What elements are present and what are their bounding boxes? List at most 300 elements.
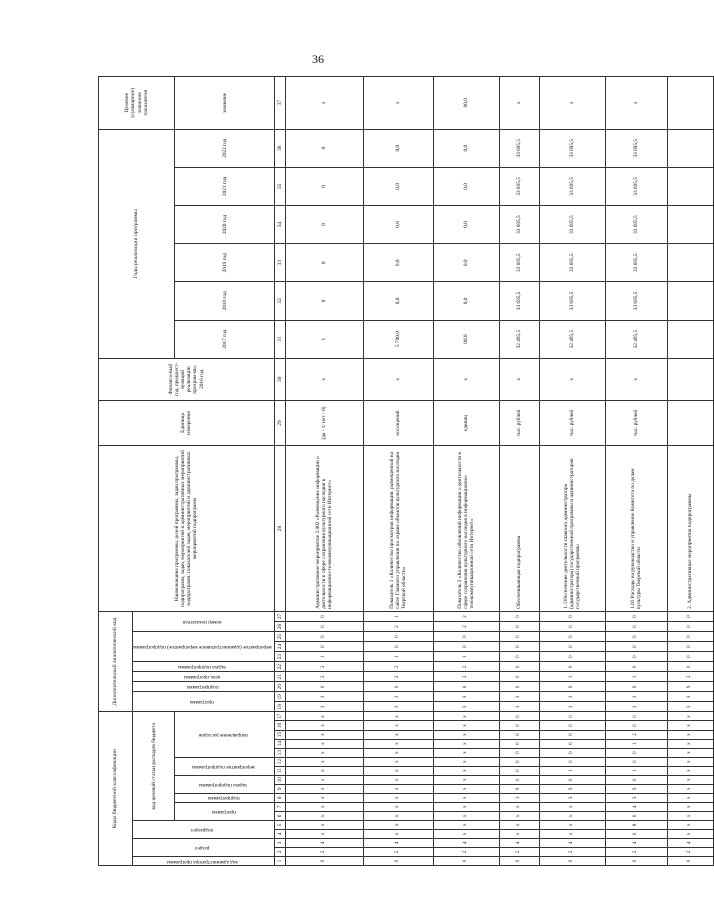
code-cell	[539, 672, 605, 682]
code-cell	[605, 682, 667, 692]
code-cell	[499, 766, 539, 775]
code-cell-text: 4	[463, 841, 469, 845]
column-number	[274, 757, 285, 766]
code-cell-text: 0	[516, 778, 522, 781]
code-cell-text: х	[395, 742, 401, 745]
row-year-value	[667, 167, 713, 205]
code-cell	[667, 642, 713, 652]
code-cell	[539, 856, 605, 865]
row-year-value-text: 33 695,5	[569, 215, 576, 234]
code-cell	[499, 632, 539, 642]
code-cell-text: 2	[321, 665, 327, 668]
row-unit	[539, 400, 605, 445]
code-cell	[285, 632, 363, 642]
row-year-value	[539, 282, 605, 320]
row-year-value	[285, 167, 363, 205]
code-cell-text: х	[687, 778, 693, 781]
row-name-text: Показатель 1 «Количество просмотров информации, размещенной на сайте Главного управления по охране объектов культурного наследия Тверской области»	[389, 452, 408, 609]
code-cell-text: 1	[569, 675, 575, 679]
code-cell-text: 1	[463, 655, 469, 658]
code-cell-text: х	[463, 823, 469, 827]
code-cell-text: х	[569, 823, 575, 827]
code-cell-text: х	[395, 751, 401, 754]
code-cell	[433, 739, 499, 748]
row-base-year-value	[605, 358, 667, 400]
row-unit	[499, 400, 539, 445]
column-number-text: 31	[276, 336, 283, 342]
row-year-value	[605, 282, 667, 320]
row-base-year-value-text: х	[463, 377, 470, 381]
code-cell-text: 3	[463, 705, 469, 709]
code-cell-text: х	[395, 787, 401, 790]
code-cell	[499, 838, 539, 847]
year-header-2021	[175, 167, 275, 205]
row-unit-text: тыс. рублей	[516, 409, 523, 437]
kbk-col-section-text: раздел	[195, 845, 210, 852]
code-cell	[433, 622, 499, 632]
kbk-col-task	[175, 775, 275, 793]
row-unit-text: посещений	[395, 410, 402, 436]
row-year-value	[363, 129, 433, 167]
column-number-text: 17	[276, 713, 283, 720]
code-cell	[667, 775, 713, 784]
code-cell-text: 0	[395, 635, 401, 638]
row-year-value	[433, 129, 499, 167]
row-year-value-text: 33 695,5	[516, 138, 523, 158]
column-number-text: 2	[276, 850, 283, 854]
row-year-value	[605, 244, 667, 282]
code-cell-text: х	[516, 814, 522, 818]
code-cell-text: х	[395, 769, 401, 772]
code-cell	[539, 712, 605, 721]
year-header-2020-text: 2020 год	[221, 215, 228, 235]
row-base-year-value	[667, 358, 713, 400]
row-year-value	[433, 244, 499, 282]
code-cell	[499, 793, 539, 802]
code-cell	[605, 739, 667, 748]
code-cell-text: 9	[633, 787, 639, 790]
row-year-value-text: 33 695,5	[633, 215, 640, 234]
code-cell-text: 1	[395, 655, 401, 658]
code-cell-text: х	[395, 805, 401, 809]
code-cell-text: 2	[395, 665, 401, 668]
code-cell-text: 4	[633, 805, 639, 809]
code-cell	[605, 632, 667, 642]
row-year-value	[285, 244, 363, 282]
dop-col-activity	[133, 632, 275, 662]
code-cell-text: 0	[516, 859, 522, 863]
code-cell	[667, 692, 713, 702]
code-cell	[539, 838, 605, 847]
code-cell	[363, 766, 433, 775]
code-cell	[605, 793, 667, 802]
column-number	[274, 784, 285, 793]
kbk-col-admin-code-text: код администратора программы	[167, 858, 238, 865]
row-year-value-text: 0,0	[395, 297, 402, 305]
code-cell	[605, 652, 667, 662]
row-name	[605, 446, 667, 612]
code-cell	[363, 721, 433, 730]
code-cell-text: 0	[633, 751, 639, 754]
code-cell-text: 2	[463, 615, 469, 618]
code-cell	[499, 642, 539, 652]
code-cell-text: 0	[687, 645, 693, 648]
code-cell	[605, 730, 667, 739]
row-base-year-value-text: х	[395, 377, 402, 381]
program-years-header-text: Годы реализации программы	[133, 209, 140, 279]
code-cell	[539, 730, 605, 739]
column-number-text: 37	[276, 100, 283, 106]
column-number-text: 34	[276, 221, 283, 228]
column-number	[274, 793, 285, 802]
row-year-value-text: 33 695,5	[516, 291, 523, 311]
code-cell	[433, 672, 499, 682]
code-cell-text: х	[463, 787, 469, 790]
code-cell	[605, 811, 667, 820]
code-cell	[667, 802, 713, 811]
code-cell-text: 0	[687, 635, 693, 638]
code-cell-text: 3	[633, 796, 639, 800]
code-cell	[605, 775, 667, 784]
code-cell	[499, 611, 539, 621]
column-number-text: 27	[276, 613, 283, 620]
row-target-value-text: х	[321, 101, 328, 105]
code-cell	[499, 672, 539, 682]
row-year-value-text: 0	[321, 185, 328, 188]
code-cell-text: 0	[516, 751, 522, 754]
row-target-value	[605, 77, 667, 130]
row-year-value-text: 0	[321, 261, 328, 265]
code-cell-text: х	[569, 805, 575, 809]
code-cell-text: 0	[633, 645, 639, 648]
column-number-text: 3	[276, 841, 283, 845]
row-year-value	[539, 206, 605, 244]
code-cell-text: х	[463, 805, 469, 809]
code-cell	[667, 712, 713, 721]
code-cell-text: 0	[463, 645, 469, 648]
row-name	[433, 446, 499, 612]
column-number	[274, 611, 285, 621]
code-cell-text: х	[321, 823, 327, 827]
row-unit	[285, 400, 363, 445]
code-cell-text: х	[687, 751, 693, 754]
table-row	[539, 77, 605, 866]
base-year-column-header	[99, 358, 275, 400]
code-cell-text: 2	[463, 850, 469, 854]
code-cell-text: 3	[569, 705, 575, 709]
row-year-value	[539, 320, 605, 358]
row-target-value-text: х	[569, 101, 576, 105]
kbk-col-expense-direction	[175, 712, 275, 757]
code-cell	[363, 856, 433, 865]
code-cell-text: 0	[569, 625, 575, 628]
column-number-text: 1	[276, 859, 283, 863]
code-cell-text: 0	[321, 859, 327, 863]
code-cell	[363, 784, 433, 793]
code-cell	[539, 739, 605, 748]
code-cell-text: 2	[633, 850, 639, 854]
kbk-col-expense-direction-text: направление расходов	[199, 732, 248, 739]
row-year-value	[433, 167, 499, 205]
code-cell-text: 0	[569, 645, 575, 648]
code-cell-text: 1	[395, 615, 401, 618]
code-cell	[539, 682, 605, 692]
table-row	[667, 77, 713, 866]
code-cell	[539, 757, 605, 766]
code-cell	[667, 672, 713, 682]
code-cell	[285, 775, 363, 784]
column-number-text: 6	[276, 814, 283, 818]
code-cell	[605, 712, 667, 721]
code-cell	[433, 652, 499, 662]
row-year-value	[433, 206, 499, 244]
column-number-text: 29	[276, 420, 283, 426]
row-year-value	[499, 129, 539, 167]
column-number-row	[274, 77, 285, 866]
code-cell	[433, 712, 499, 721]
code-cell	[667, 739, 713, 748]
kbk-target-article-header	[133, 712, 175, 820]
column-number	[274, 856, 285, 865]
code-cell-text: х	[321, 814, 327, 818]
code-cell	[499, 622, 539, 632]
table-row	[499, 77, 539, 866]
header-row-1	[99, 77, 133, 866]
code-cell	[285, 712, 363, 721]
code-cell	[667, 793, 713, 802]
code-cell-text: х	[687, 733, 693, 736]
code-cell-text: 3	[569, 796, 575, 800]
column-number-text: 20	[276, 684, 283, 690]
row-base-year-value	[433, 358, 499, 400]
column-number-text: 13	[276, 749, 283, 756]
code-cell	[499, 692, 539, 702]
code-cell	[285, 739, 363, 748]
code-cell	[605, 757, 667, 766]
column-number	[274, 811, 285, 820]
code-cell-text: 0	[633, 778, 639, 781]
code-cell	[433, 662, 499, 672]
code-cell	[539, 632, 605, 642]
row-target-value-text: х	[516, 101, 523, 105]
kbk-col-section	[133, 838, 275, 856]
row-year-value	[667, 244, 713, 282]
column-number-text: 5	[276, 823, 283, 827]
code-cell-text: 2	[633, 733, 639, 736]
code-cell-text: 0	[569, 724, 575, 727]
code-cell-text: х	[463, 796, 469, 800]
row-name-text: Показатель 2 «Количество обновлений информации о деятельности в сфере сохранения культурного наследия в информационно-телекоммуникационной сети Интернет»	[457, 452, 476, 609]
code-cell-text: 9	[687, 685, 693, 689]
code-cell	[539, 652, 605, 662]
row-year-value-text: 0,0	[395, 259, 402, 267]
code-cell-text: 1	[633, 769, 639, 772]
code-cell	[285, 682, 363, 692]
column-number-text: 19	[276, 694, 283, 700]
kbk-col-subsection	[133, 820, 275, 838]
code-cell	[667, 702, 713, 712]
code-cell-text: х	[516, 805, 522, 809]
code-cell-text: 4	[569, 841, 575, 845]
code-cell-text: х	[569, 832, 575, 836]
column-number-text: 4	[276, 832, 283, 836]
column-number-text: 7	[276, 805, 283, 809]
code-cell	[605, 820, 667, 829]
code-cell-text: 0	[516, 655, 522, 658]
code-cell	[363, 692, 433, 702]
column-number-text: 14	[276, 740, 283, 747]
code-cell-text: 2	[395, 625, 401, 628]
code-cell	[363, 652, 433, 662]
code-cell	[667, 721, 713, 730]
code-cell	[499, 757, 539, 766]
row-year-value-text: 33 695,5	[569, 177, 576, 196]
code-cell	[539, 702, 605, 712]
code-cell	[499, 802, 539, 811]
code-cell	[433, 632, 499, 642]
code-cell-text: 0	[633, 832, 639, 836]
code-cell-text: х	[395, 760, 401, 763]
year-header-2019-text: 2019 год	[221, 253, 228, 273]
row-unit-text: единиц	[463, 414, 470, 432]
code-cell-text: х	[463, 832, 469, 836]
code-cell	[285, 652, 363, 662]
code-cell	[433, 757, 499, 766]
dop-col-goal	[133, 672, 275, 682]
column-number	[274, 244, 285, 282]
code-cell	[605, 611, 667, 621]
code-cell-text: х	[395, 823, 401, 827]
code-cell-text: 3	[321, 695, 327, 699]
code-cell-text: х	[321, 715, 327, 718]
row-unit	[605, 400, 667, 445]
row-year-value-text: 0,0	[395, 144, 402, 152]
code-cell	[499, 721, 539, 730]
code-cell-text: х	[321, 760, 327, 763]
row-year-value	[285, 129, 363, 167]
code-cell	[285, 611, 363, 621]
row-year-value-text: 0,0	[463, 144, 470, 152]
row-unit-text: тыс. рублей	[569, 409, 576, 437]
row-name	[667, 446, 713, 612]
table-row	[285, 77, 363, 866]
column-number-text: 9	[276, 787, 283, 791]
column-number	[274, 829, 285, 838]
target-value-header	[99, 77, 175, 130]
dop-code-group-header-text: Дополнительный аналитический код	[112, 617, 119, 706]
program-budget-table	[98, 76, 714, 866]
code-cell-text: 0	[633, 715, 639, 718]
code-cell	[285, 692, 363, 702]
code-cell-text: 0	[516, 665, 522, 668]
code-cell	[539, 662, 605, 672]
code-cell	[499, 856, 539, 865]
code-cell-text: 0	[633, 814, 639, 818]
code-cell-text: 0	[321, 625, 327, 628]
code-cell	[667, 748, 713, 757]
code-cell-text: 0	[516, 625, 522, 628]
code-cell-text: 0	[687, 655, 693, 658]
year-header-2021-text: 2021 год	[221, 176, 228, 196]
code-cell-text: х	[687, 787, 693, 790]
code-cell	[499, 775, 539, 784]
code-cell	[499, 748, 539, 757]
row-target-value-text: х	[395, 101, 402, 105]
column-number-text: 23	[276, 653, 283, 660]
code-cell-text: 0	[516, 760, 522, 763]
column-number-text: 35	[276, 183, 283, 190]
code-cell	[433, 721, 499, 730]
code-cell	[539, 829, 605, 838]
code-cell-text: 0	[569, 742, 575, 745]
code-cell-text: 3	[321, 705, 327, 709]
row-name-text: 2. Административные мероприятия подпрограммы	[687, 493, 694, 609]
row-name-text: Административное мероприятие 2.002 «Размещение информации о деятельности в сфере сохранения культурного наследия в информационно-телекоммуникационной сети Интернет»	[315, 456, 334, 609]
code-cell	[539, 811, 605, 820]
code-cell-text: 0	[569, 778, 575, 781]
column-number	[274, 802, 285, 811]
code-cell	[667, 611, 713, 621]
dop-col-subprogram	[133, 682, 275, 692]
column-number	[274, 129, 285, 167]
code-cell-text: 3	[633, 705, 639, 709]
code-cell	[285, 766, 363, 775]
year-header-2017	[175, 320, 275, 358]
row-year-value-text: 32 495,5	[633, 329, 640, 349]
dop-col-indicator-number	[133, 611, 275, 631]
column-number-text: 25	[276, 633, 283, 640]
column-number	[274, 847, 285, 856]
code-cell-text: х	[463, 724, 469, 727]
column-number	[274, 672, 285, 682]
column-number-text: 28	[276, 525, 283, 532]
code-cell-text: 3	[463, 695, 469, 699]
code-cell	[667, 730, 713, 739]
code-cell-text: 2	[463, 625, 469, 628]
year-header-2018-text: 2018 год	[221, 291, 228, 311]
code-cell	[363, 682, 433, 692]
code-cell-text: х	[321, 805, 327, 809]
column-number	[274, 77, 285, 130]
code-cell	[433, 682, 499, 692]
row-year-value	[363, 244, 433, 282]
code-cell	[605, 662, 667, 672]
dop-col-activity-text: мероприятие (административное мероприятие) подпрограммы	[133, 644, 272, 651]
column-number	[274, 682, 285, 692]
code-cell-text: х	[321, 751, 327, 754]
code-cell-text: 0	[569, 733, 575, 736]
code-cell-text: 1	[569, 769, 575, 772]
row-year-value-text: 33 695,5	[569, 253, 576, 273]
row-unit	[433, 400, 499, 445]
row-year-value	[539, 167, 605, 205]
code-cell-text: х	[395, 733, 401, 736]
code-cell	[285, 811, 363, 820]
code-cell	[605, 721, 667, 730]
column-number	[274, 632, 285, 642]
code-cell	[433, 820, 499, 829]
row-year-value-text: 33 695,5	[633, 291, 640, 311]
code-cell	[605, 847, 667, 856]
column-number	[274, 167, 285, 205]
code-cell	[539, 692, 605, 702]
code-cell	[363, 847, 433, 856]
code-cell	[605, 748, 667, 757]
row-year-value-text: 0	[321, 146, 328, 150]
code-cell-text: х	[516, 823, 522, 827]
code-cell-text: 2	[687, 675, 693, 679]
code-cell-text: х	[687, 769, 693, 772]
